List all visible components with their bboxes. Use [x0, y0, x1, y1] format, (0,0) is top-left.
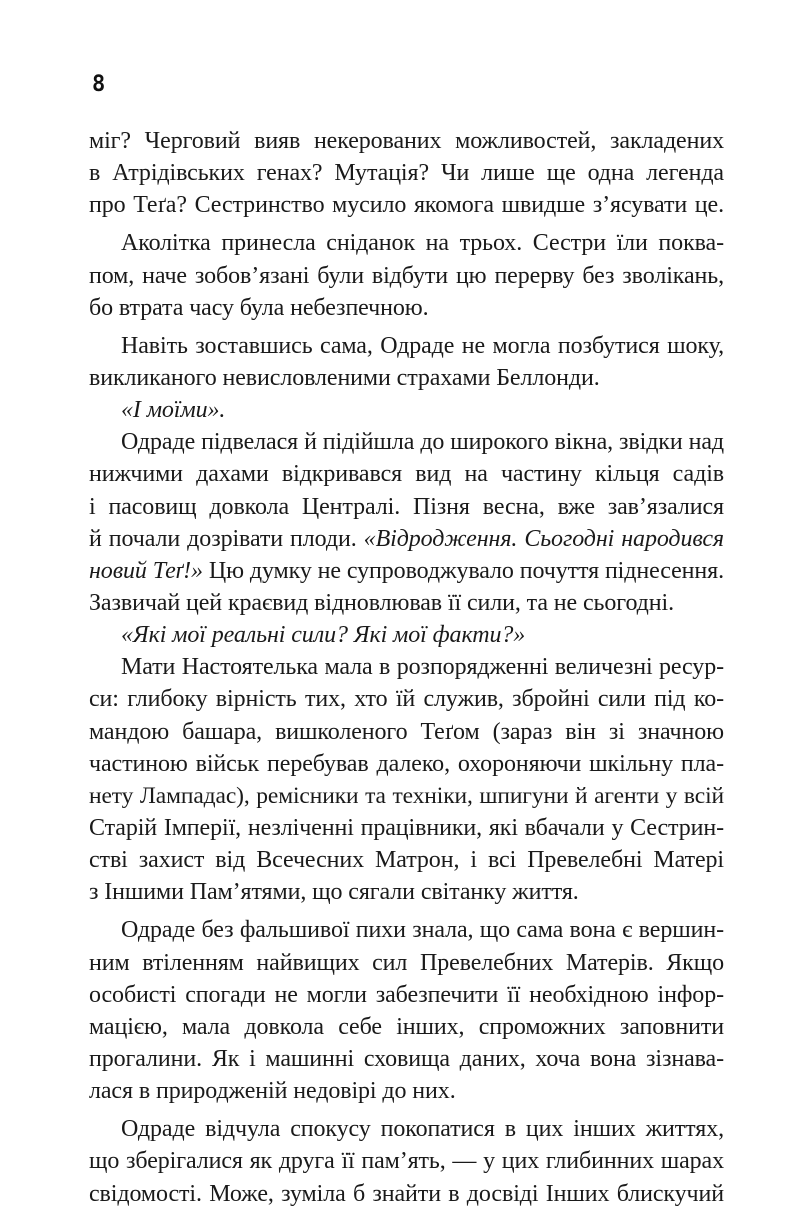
- text-line: лася в природженій недовірі до них.: [89, 1078, 456, 1105]
- text-line: викликаного невисловленими страхами Беллонди.: [89, 364, 600, 391]
- text-line: і пасовищ довкола Централі. Пізня весна, вже зав’язалися: [89, 493, 724, 520]
- text-line: частиною військ перебував далеко, охороняючи шкільну пла-: [89, 750, 724, 777]
- page-number: 8: [92, 72, 106, 97]
- text-line: мацією, мала довкола себе інших, спроможних заповнити: [89, 1013, 724, 1040]
- text-line: про Теґа? Сестринство мусило якомога швидше з’ясувати це.: [89, 192, 724, 219]
- text-line: що зберігалися як друга її пам’ять, — у цих глибинних шарах: [89, 1148, 724, 1175]
- text-line: в Атрідівських генах? Мутація? Чи лише ще одна легенда: [89, 160, 724, 187]
- text-line: Навіть зоставшись сама, Одраде не могла позбутися шоку,: [121, 332, 724, 359]
- text-line: пом, наче зобов’язані були відбути цю перерву без зволікань,: [89, 262, 724, 289]
- text-line: «І моїми».: [121, 397, 226, 424]
- text-line: прогалини. Як і машинні сховища даних, хоча вона зізнава-: [89, 1045, 724, 1072]
- text-line: особисті спогади не могли забезпечити її необхідною інфор-: [89, 981, 724, 1008]
- text-line: стві захист від Всечесних Матрон, і всі Превелебні Матері: [89, 847, 724, 874]
- text-line: міг? Черговий вияв некерованих можливостей, закладених: [89, 128, 724, 154]
- text-line: Одраде підвелася й підійшла до широкого вікна, звідки над: [121, 429, 724, 456]
- text-run: «Відродження. Сьогодні народився: [363, 525, 724, 552]
- text-run: Цю думку не супроводжувало почуття піднесення.: [202, 557, 724, 584]
- text-line: [89, 523, 724, 555]
- body-text: [89, 125, 724, 1210]
- text-line: мандою башара, вишколеного Теґом (зараз він зі значною: [89, 718, 724, 745]
- text-line: нижчими дахами відкривався вид на частину кільця садів: [89, 461, 724, 488]
- text-line: «Які мої реальні сили? Які мої факти?»: [121, 622, 526, 649]
- text-line: ним втіленням найвищих сил Превелебних Матерів. Якщо: [89, 949, 724, 976]
- text-line: Старій Імперії, незліченні працівники, які вбачали у Сестрин-: [89, 814, 724, 841]
- text-line: [89, 555, 724, 587]
- text-line: свідомості. Може, зуміла б знайти в досвіді Інших блискучий: [89, 1180, 724, 1207]
- text-line: си: глибоку вірність тих, хто їй служив, збройні сили під ко-: [89, 686, 724, 713]
- text-line: Одраде відчула спокусу покопатися в цих інших життях,: [121, 1116, 724, 1143]
- text-run: новий Теґ!»: [89, 557, 203, 584]
- text-line: бо втрата часу була небезпечною.: [89, 294, 429, 321]
- text-line: Одраде без фальшивої пихи знала, що сама вона є вершин-: [121, 917, 724, 944]
- text-line: нету Лампадас), ремісники та техніки, шпигуни й агенти у всій: [89, 782, 724, 809]
- text-line: Мати Настоятелька мала в розпорядженні величезні ресур-: [121, 654, 724, 681]
- text-line: з Іншими Пам’ятями, що сягали світанку життя.: [89, 879, 579, 906]
- text-line: Зазвичай цей краєвид відновлював її сили, та не сьогодні.: [89, 589, 674, 616]
- text-line: Аколітка принесла сніданок на трьох. Сестри їли поква-: [121, 230, 724, 257]
- text-run: й почали дозрівати плоди.: [89, 525, 364, 552]
